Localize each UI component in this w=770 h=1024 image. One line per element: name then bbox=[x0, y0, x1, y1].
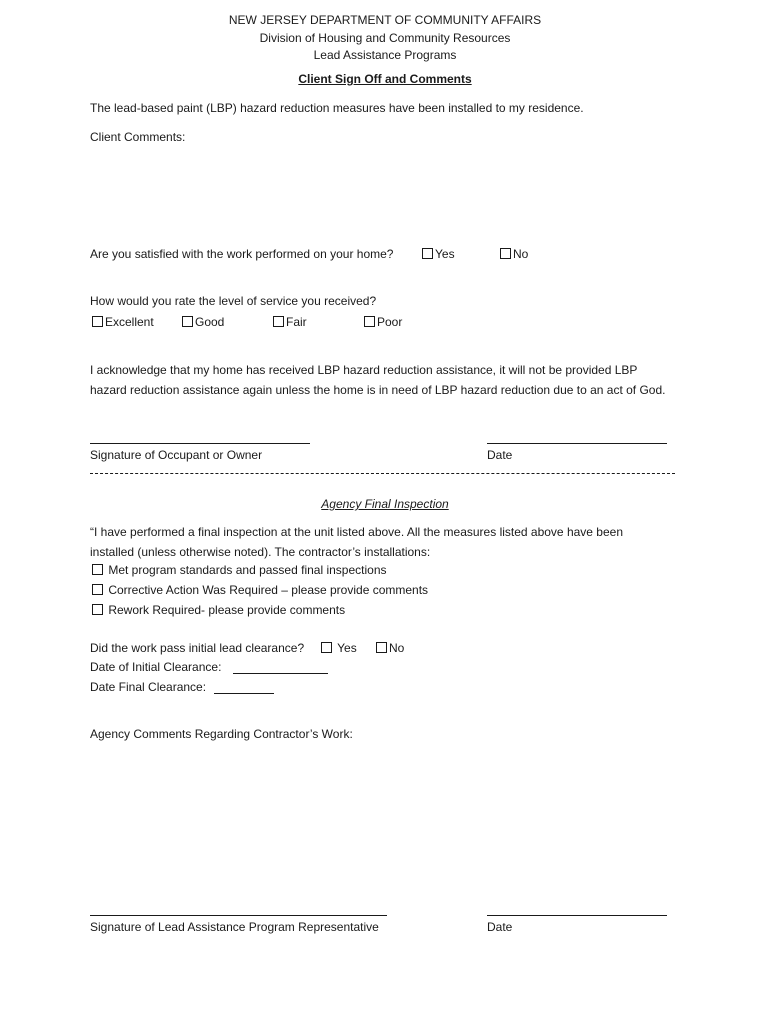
acknowledgement-text: I acknowledge that my home has received LBP hazard reduction assistance, it will not be provided LBP hazard reduction assistance again unless the home is in need of LBP hazard reduction due to an act of God. bbox=[90, 363, 666, 397]
agency-section-title: Agency Final Inspection bbox=[321, 497, 449, 511]
check-corrective-action[interactable] bbox=[92, 583, 428, 597]
checkbox-icon[interactable] bbox=[92, 604, 103, 615]
satisfied-question: Are you satisfied with the work performed on your home? bbox=[90, 247, 394, 261]
checkbox-icon[interactable] bbox=[376, 642, 387, 653]
representative-signature-line[interactable] bbox=[90, 915, 387, 916]
occupant-signature-label: Signature of Occupant or Owner bbox=[90, 448, 263, 462]
clearance-no-option[interactable] bbox=[376, 641, 404, 655]
department-name: NEW JERSEY DEPARTMENT OF COMMUNITY AFFAIRS bbox=[228, 13, 542, 27]
client-statement: The lead-based paint (LBP) hazard reduction measures have been installed to my residence. bbox=[90, 101, 584, 115]
representative-date-line[interactable] bbox=[487, 915, 667, 916]
client-comments-label: Client Comments: bbox=[90, 130, 186, 144]
satisfied-no-option[interactable] bbox=[500, 247, 528, 261]
clearance-no-label: No bbox=[389, 641, 405, 655]
check-met-standards[interactable] bbox=[92, 563, 387, 577]
initial-clearance-label: Date of Initial Clearance: bbox=[90, 660, 222, 674]
client-section-title: Client Sign Off and Comments bbox=[298, 72, 472, 86]
initial-clearance-field[interactable] bbox=[233, 673, 328, 674]
rating-poor-option[interactable] bbox=[364, 315, 402, 329]
occupant-date-label: Date bbox=[487, 448, 513, 462]
rating-label: Poor bbox=[377, 315, 403, 329]
check-label: Corrective Action Was Required – please provide comments bbox=[108, 583, 429, 597]
representative-signature-label: Signature of Lead Assistance Program Representative bbox=[90, 920, 379, 934]
rating-good-option[interactable] bbox=[182, 315, 224, 329]
checkbox-icon[interactable] bbox=[321, 642, 332, 653]
clearance-question: Did the work pass initial lead clearance? bbox=[90, 641, 305, 655]
agency-comments-label: Agency Comments Regarding Contractor’s Work: bbox=[90, 727, 353, 741]
checkbox-icon[interactable] bbox=[182, 316, 193, 327]
checkbox-icon[interactable] bbox=[364, 316, 375, 327]
rating-excellent-option[interactable] bbox=[92, 315, 154, 329]
rating-question: How would you rate the level of service you received? bbox=[90, 294, 377, 308]
satisfied-yes-label: Yes bbox=[435, 247, 455, 261]
checkbox-icon[interactable] bbox=[500, 248, 511, 259]
division-name: Division of Housing and Community Resources bbox=[259, 31, 511, 45]
checkbox-icon[interactable] bbox=[92, 584, 103, 595]
occupant-signature-line[interactable] bbox=[90, 443, 310, 444]
rating-label: Excellent bbox=[105, 315, 154, 329]
checkbox-icon[interactable] bbox=[273, 316, 284, 327]
representative-date-label: Date bbox=[487, 920, 513, 934]
satisfied-no-label: No bbox=[513, 247, 529, 261]
section-divider bbox=[90, 473, 675, 474]
occupant-date-line[interactable] bbox=[487, 443, 667, 444]
satisfied-yes-option[interactable] bbox=[422, 247, 455, 261]
program-name: Lead Assistance Programs bbox=[313, 48, 457, 62]
rating-fair-option[interactable] bbox=[273, 315, 307, 329]
checkbox-icon[interactable] bbox=[422, 248, 433, 259]
check-label: Met program standards and passed final inspections bbox=[108, 563, 387, 577]
rating-label: Fair bbox=[286, 315, 307, 329]
final-clearance-field[interactable] bbox=[214, 693, 274, 694]
rating-label: Good bbox=[195, 315, 225, 329]
clearance-yes-label: Yes bbox=[337, 641, 357, 655]
checkbox-icon[interactable] bbox=[92, 564, 103, 575]
checkbox-icon[interactable] bbox=[92, 316, 103, 327]
clearance-yes-option[interactable] bbox=[321, 641, 357, 655]
agency-statement: “I have performed a final inspection at the unit listed above. All the measures listed above have been installed (unless otherwise noted). The contractor’s installations: bbox=[90, 525, 623, 559]
check-label: Rework Required- please provide comments bbox=[108, 603, 346, 617]
final-clearance-label: Date Final Clearance: bbox=[90, 680, 207, 694]
check-rework[interactable] bbox=[92, 603, 345, 617]
